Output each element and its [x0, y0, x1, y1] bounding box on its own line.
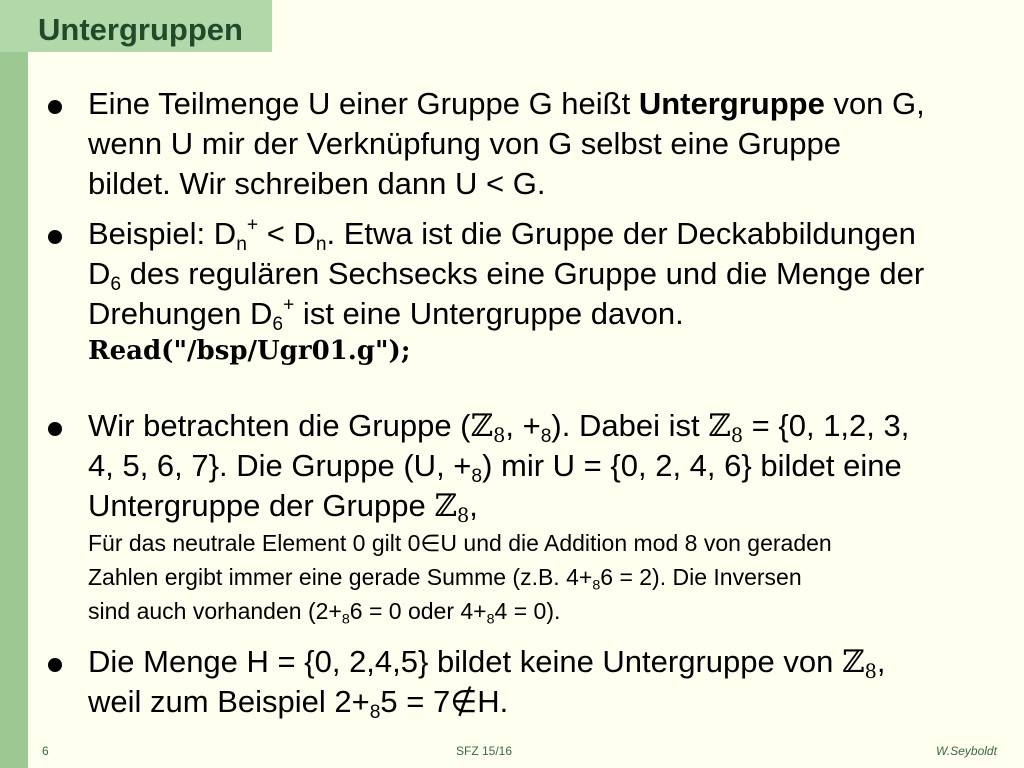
example-line-1: Beispiel: $D_n^+ < D_n$. Etwa ist die Gruppe der Deckabbildungen — [88, 214, 916, 255]
bullet-example — [44, 214, 1014, 368]
definition-line-2: wenn U mir der Verknüpfung von G selbst eine Gruppe — [88, 126, 842, 161]
z8-note-line-3: sind auch vorhanden ($2+_86 = 0$ oder $4+_84 = 0$). — [88, 598, 561, 628]
z8-line-2: 4, 5, 6, 7}. Die Gruppe (U, $+_8$) mir U = {0, 2, 4, 6} bildet eine — [88, 448, 902, 487]
definition-line-1: Eine Teilmenge U einer Gruppe G heißt Untergruppe von G, — [88, 86, 925, 121]
left-accent-bar — [0, 0, 28, 768]
page-number: 6 — [42, 744, 49, 758]
bullet-dot — [48, 230, 62, 244]
bullet-z8-example — [44, 406, 1014, 628]
bullet-counterexample — [44, 642, 1014, 722]
bullet-dot — [48, 422, 62, 436]
counterexample-line-2: weil zum Beispiel $2+_85$ = 7∉H. — [88, 684, 509, 723]
definition-line-3: bildet. Wir schreiben dann U < G. — [88, 166, 546, 201]
bullet-dot — [48, 100, 62, 114]
footer-author: W.Seyboldt — [936, 744, 997, 758]
example-line-3: Drehungen $D_6^+$ ist eine Untergruppe davon. — [88, 294, 684, 335]
footer-course: SFZ 15/16 — [456, 744, 513, 758]
example-line-2: $D_6$ des regulären Sechsecks eine Gruppe und die Menge der — [88, 256, 925, 295]
bullet-dot — [48, 658, 62, 672]
term-untergruppe: Untergruppe — [638, 86, 825, 121]
bullet-definition — [44, 84, 1014, 204]
counterexample-line-1: Die Menge H = {0, 2,4,5} bildet keine Untergruppe von ℤ$_8$, — [88, 644, 886, 683]
z8-line-3: Untergruppe der Gruppe ℤ$_8$, — [88, 488, 478, 527]
gap-read-command: Read("/bsp/Ugr01.g"); — [88, 336, 411, 366]
slide-title: Untergruppen — [38, 12, 243, 47]
slide-content — [44, 84, 1014, 722]
z8-note-line-1: Für das neutrale Element 0 gilt 0∈U und die Addition mod 8 von geraden — [88, 530, 832, 556]
z8-line-1: Wir betrachten die Gruppe (ℤ$_8$, $+_8$). Dabei ist ℤ$_8$ = {0, 1,2, 3, — [88, 408, 910, 447]
z8-note-line-2: Zahlen ergibt immer eine gerade Summe (z.B. $4+_86 = 2$). Die Inversen — [88, 564, 802, 594]
